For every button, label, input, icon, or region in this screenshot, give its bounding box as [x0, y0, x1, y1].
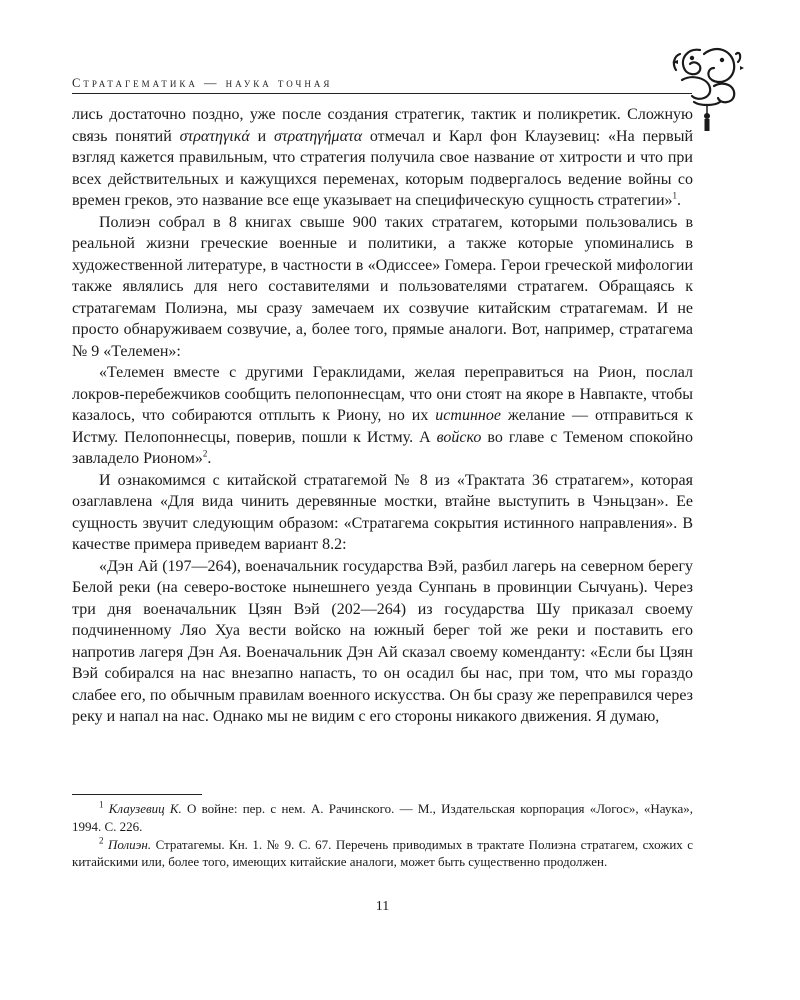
- paragraph-2: Полиэн собрал в 8 книгах свыше 900 таких стратагем, которыми пользовались в реальной жизни греческие военные и политики, а также которые упоминались в художественной литературе, в частности в «Одиссее» Гомера. Герои греческой мифологии также являлись для него составителями и пользователями стратагем. Обращаясь к стратагемам Полиэна, мы сразу замечаем их созвучие китайским стратагемам. И не просто обнаруживаем созвучие, а, более того, прямые аналоги. Вот, например, стратагема № 9 «Телемен»:: [72, 213, 693, 360]
- paragraph-3-quote: «Телемен вместе с другими Гераклидами, желая переправиться на Рион, послал локров-перебежчиков сообщить пелопоннесцам, что они стоят на якоре в Навпакте, чтобы казалось, что собираются отплыть к Риону, но их истинное желание — отправиться к Истму. Пелопоннесцы, поверив, пошли к Истму. А войско во главе с Теменом спокойно завладело Рионом»$^2$.: [72, 364, 694, 467]
- footnote-divider: [72, 794, 202, 795]
- footnote-2: $^2$ Полиэн. Стратагемы. Кн. 1. № 9. С. 67. Перечень приводимых в трактате Полиэна стратагем, схожих с китайскими или, более того, имеющих китайские аналоги, может быть существенно продолжен.: [72, 835, 694, 870]
- paragraph-4: И ознакомимся с китайской стратагемой № 8 из «Трактата 36 стратагем», которая озаглавлена «Для вида чинить деревянные мостки, втайне выступить в Чэньцзан». Ее сущность звучит следующим образом: «Стратагема сокрытия истинного направления». В качестве примера приведем вариант 8.2:: [72, 471, 693, 553]
- footnotes: [72, 800, 693, 871]
- paragraph-1: лись достаточно поздно, уже после создания стратегик, тактик и поликретик. Сложную связь понятий στρατηγικά и στρατηγήματα отмечал и Карл фон Клаузевиц: «На первый взгляд кажется правильным, что стратегия получила свое название от хитрости и что при всех действительных и кажущихся переменах, которым подвергалось ведение войны со времен греков, это название все еще указывает на специфическую сущность стратегии»$^1$.: [72, 106, 694, 209]
- footnote-ref-1[interactable]: 1: [672, 190, 678, 201]
- header-rule: [72, 93, 692, 94]
- footnote-ref-2[interactable]: 2: [202, 448, 208, 459]
- header-title: Стратагематика — наука точная: [72, 76, 333, 90]
- page-number: 11: [375, 899, 390, 914]
- footnote-1: $^1$ Клаузевиц К. О войне: пер. с нем. А. Рачинского. — М., Издательская корпорация «Логос», «Наука», 1994. С. 226.: [72, 799, 693, 834]
- running-header: [72, 76, 712, 96]
- main-text: [72, 104, 693, 728]
- paragraph-5-quote: «Дэн Ай (197—264), военачальник государства Вэй, разбил лагерь на северном берегу Белой реки (на северо-востоке нынешнего уезда Сунпань в провинции Сычуань). Через три дня военачальник Цзян Вэй (202—264) из государства Шу приказал своему подчиненному Ляо Хуа вести войско на южный берег той же реки и поставить его напротив лагеря Дэн Ая. Военачальник Дэн Ай сказал своему коменданту: «Если бы Цзян Вэй собирался на нас внезапно напасть, то он осадил бы нас, при том, что мы гораздо слабее его, по обычным правилам военного искусства. Он бы сразу же переправился через реку и напал на нас. Однако мы не видим с его стороны никакого движения. Я думаю,: [72, 557, 693, 725]
